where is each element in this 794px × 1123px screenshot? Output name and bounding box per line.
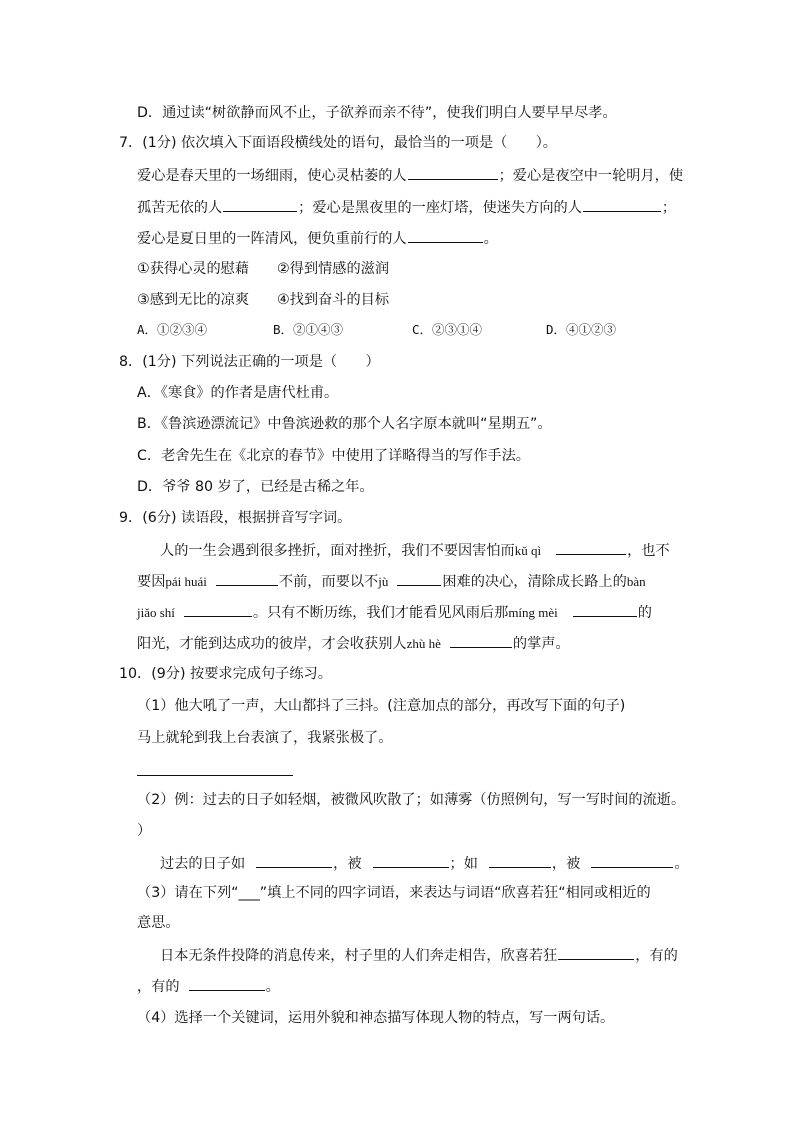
q10-text: ；如 xyxy=(449,856,478,872)
answer-blank[interactable] xyxy=(573,602,637,617)
q10-text: ，被 xyxy=(333,856,362,872)
q7-item-1: ①获得心灵的慰藉 xyxy=(137,261,250,277)
q8-option-a[interactable]: A．《寒食》的作者是唐代杜甫。 xyxy=(137,385,339,401)
q10-sub4-prompt: （4）选择一个关键词，运用外貌和神态描写体现人物的特点，写一两句话。 xyxy=(137,1010,615,1026)
answer-blank[interactable] xyxy=(450,633,512,648)
q9-text: 人的一生会遇到很多挫折，面对挫折，我们不要因害怕而 xyxy=(160,543,515,559)
answer-blank[interactable] xyxy=(558,945,634,960)
q9-text: 阳光，才能到达成功的彼岸，才会收获别人 xyxy=(137,636,407,652)
pinyin-hint: kǔ qì xyxy=(514,543,542,558)
answer-blank[interactable] xyxy=(408,228,483,243)
q7-item-4: ④找到奋斗的目标 xyxy=(277,292,390,308)
q10-sub2-fill xyxy=(160,853,689,873)
pinyin-hint: míng mèi xyxy=(508,605,558,620)
q9-text: 不前，而要以不 xyxy=(278,574,379,590)
q7-text: ；爱心是黑夜里的一座灯塔，使迷失方向的人 xyxy=(298,200,582,216)
q9-text: 要因 xyxy=(137,574,166,590)
answer-blank[interactable] xyxy=(397,571,441,586)
answer-line[interactable] xyxy=(137,775,293,776)
answer-blank[interactable] xyxy=(256,853,332,868)
q10-sub2-prompt: （2）例：过去的日子如轻烟，被微风吹散了；如薄雾（仿照例句，写一写时间的流逝。 xyxy=(137,792,686,808)
q8-option-c[interactable]: C．老舍先生在《北京的春节》中使用了详略得当的写作手法。 xyxy=(137,448,530,464)
q10-sub2-prompt-cont: ） xyxy=(137,823,152,839)
answer-blank[interactable] xyxy=(184,602,252,617)
q10-text: 过去的日子如 xyxy=(160,856,246,872)
q10-text: ，有的 xyxy=(635,948,678,964)
q10-text: 日本无条件投降的消息传来，村子里的人们奔走相告，欣喜若狂 xyxy=(160,948,558,964)
q9-passage-line-2 xyxy=(137,571,646,591)
q10-sub3-prompt: （3）请在下列“___”填上不同的四字词语，来表达与词语“欣喜若狂“相同或相近的 xyxy=(137,885,651,901)
q10-sub3-fill-line-2 xyxy=(137,976,280,996)
pinyin-hint: zhù hè xyxy=(406,636,441,651)
answer-blank[interactable] xyxy=(373,853,449,868)
answer-blank[interactable] xyxy=(223,197,297,212)
q7-option-b[interactable]: B．②①④③ xyxy=(273,322,344,337)
q9-stem: 9．(6分) 读语段，根据拼音写字词。 xyxy=(119,510,352,526)
q7-text: ；爱心是夜空中一轮明月，使 xyxy=(498,168,684,184)
answer-blank[interactable] xyxy=(189,976,265,991)
q9-text: 的 xyxy=(637,605,652,621)
q7-text: ； xyxy=(661,200,677,216)
pinyin-hint: pái huái xyxy=(165,574,207,589)
q10-text: ，被 xyxy=(551,856,581,872)
q10-stem: 10．(9分) 按要求完成句子练习。 xyxy=(119,666,332,682)
answer-blank[interactable] xyxy=(216,571,278,586)
q8-option-d[interactable]: D．爷爷 80 岁了，已经是古稀之年。 xyxy=(137,479,374,495)
pinyin-hint: jiǎo shí xyxy=(137,605,175,620)
q9-passage-line-4 xyxy=(137,633,570,653)
q10-sub3-fill-line-1 xyxy=(160,945,678,965)
q7-passage-line-3 xyxy=(137,228,498,248)
q10-text: ，有的 xyxy=(137,979,180,995)
q8-option-b[interactable]: B．《鲁滨逊漂流记》中鲁滨逊救的那个人名字原本就叫“星期五”。 xyxy=(137,416,552,432)
q9-passage-line-1 xyxy=(160,540,670,560)
q7-passage-line-2 xyxy=(137,197,676,217)
q7-stem: 7．(1分) 依次填入下面语段横线处的语句，最恰当的一项是（ ）。 xyxy=(119,135,557,151)
q9-passage-line-3 xyxy=(137,602,652,622)
pinyin-hint: bàn xyxy=(626,574,646,589)
q9-text: ，也不 xyxy=(627,543,670,559)
answer-blank[interactable] xyxy=(583,197,661,212)
q7-option-c[interactable]: C．②③①④ xyxy=(412,322,483,337)
pinyin-hint: jù xyxy=(378,574,389,589)
q10-text: 。 xyxy=(674,856,689,872)
answer-blank[interactable] xyxy=(591,853,673,868)
q7-text: 。 xyxy=(483,231,498,247)
q7-text: 爱心是春天里的一场细雨，使心灵枯萎的人 xyxy=(137,168,407,184)
q7-option-d[interactable]: D．④①②③ xyxy=(546,322,617,337)
q7-text: 孤苦无依的人 xyxy=(137,200,223,216)
q10-sub3-prompt-cont: 意思。 xyxy=(137,915,180,931)
q7-item-2: ②得到情感的滋润 xyxy=(277,261,390,277)
answer-blank[interactable] xyxy=(556,540,626,555)
q10-sub1-sentence: 马上就轮到我上台表演了，我紧张极了。 xyxy=(137,730,393,746)
q8-stem: 8．(1分) 下列说法正确的一项是（ ） xyxy=(119,354,380,370)
q10-text: 。 xyxy=(265,979,280,995)
q9-text: 困难的决心，清除成长路上的 xyxy=(442,574,627,590)
q6-option-d: D．通过读“树欲静而风不止，子欲养而亲不待”，使我们明白人要早早尽孝。 xyxy=(137,105,617,121)
q7-text: 爱心是夏日里的一阵清风，便负重前行的人 xyxy=(137,231,407,247)
answer-blank[interactable] xyxy=(408,165,498,180)
q9-text: 。只有不断历练，我们才能看见风雨后那 xyxy=(252,605,509,621)
q9-text: 的掌声。 xyxy=(512,636,570,652)
answer-blank[interactable] xyxy=(489,853,551,868)
q7-passage-line-1 xyxy=(137,165,683,185)
q7-option-a[interactable]: A．①②③④ xyxy=(137,322,208,337)
q10-sub1-prompt: （1）他大吼了一声，大山都抖了三抖。(注意加点的部分，再改写下面的句子) xyxy=(137,698,626,714)
q7-item-3: ③感到无比的凉爽 xyxy=(137,292,250,308)
